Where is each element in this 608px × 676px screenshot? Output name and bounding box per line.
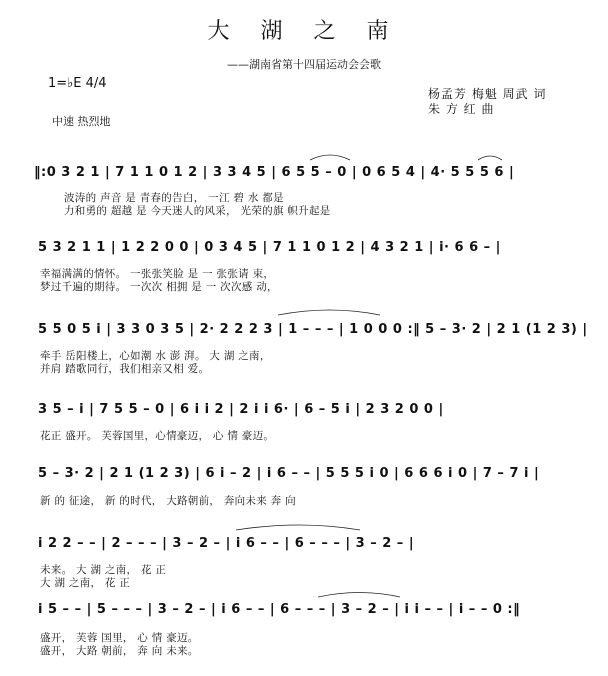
notation-line: 5 – 3· 2 | 2 1 (1 2 3) | 6 i – 2 | i 6 – – | 5 5 5 i 0 | 6 6 6 i 0 | 7 – 7 i | [38,466,540,481]
lyric-line: 大 湖 之南， 花 正 [40,577,131,589]
slur-mark [236,525,360,530]
slur-mark [478,156,502,160]
lyric-line: 花正 盛开。 芙蓉国里，心情豪迈， 心 情 豪迈。 [40,430,275,442]
song-subtitle: ——湖南省第十四届运动会会歌 [227,58,381,71]
composer-credit: 朱 方 红 曲 [428,102,495,116]
lyric-line: 波涛的 声音 是 青春的告白， 一江 碧 水 都是 [64,192,284,204]
key-signature: 1=♭E 4/4 [48,76,107,91]
notation-line: i 2 2 – – | 2 – – – | 3 – 2 – | i 6 – – | 6 – – – | 3 – 2 – | [38,536,415,551]
lyric-line: 盛开， 芙蓉 国里， 心 情 豪迈。 [40,632,199,644]
slur-mark [310,155,350,160]
lyric-line: 幸福满满的情怀。 一张张笑脸 是 一 张张请 束， [40,268,275,280]
notation-line: i 5 – – | 5 – – – | 3 – 2 – | i 6 – – | 6 – – – | 3 – 2 – | i i – – | i – – 0 :‖ [38,602,521,617]
lyricist-credit: 杨孟芳 梅魁 周武 词 [428,87,547,101]
lyric-line: 盛开， 大路 朝前， 奔 向 未来。 [40,645,199,657]
notation-line: 3 5 – i | 7 5 5 – 0 | 6 i i 2 | 2 i i 6· | 6 – 5 i | 2 3 2 0 0 | [38,402,444,417]
notation-line: 5 3 2 1 1 | 1 2 2 0 0 | 0 3 4 5 | 7 1 1 0 1 2 | 4 3 2 1 | i· 6 6 – | [38,240,501,255]
notation-line: ‖:0 3 2 1 | 7 1 1 0 1 2 | 3 3 4 5 | 6 5 5 – 0 | 0 6 5 4 | 4· 5 5 5 6 | [34,165,515,180]
lyric-line: 力和勇的 超越 是 今天迷人的风采， 光荣的旗 帜升起是 [64,205,331,217]
tempo-marking: 中速 热烈地 [52,115,111,128]
lyric-line: 并肩 踏歌同行，我们相亲又相 爱。 [40,363,210,375]
notation-line: 5 5 0 5 i | 3 3 0 3 5 | 2· 2 2 2 3 | 1 – – – | 1 0 0 0 :‖ 5 – 3· 2 | 2 1 (1 2 3) | [38,322,588,337]
lyric-line: 牵手 岳阳楼上，心如潮 水 澎 湃。 大 湖 之南， [40,350,271,362]
lyric-line: 未来。 大 湖 之南， 花 正 [40,564,167,576]
slur-mark [318,593,400,598]
lyric-line: 新 的 征途， 新 的时代， 大路朝前， 奔向未来 奔 向 [40,495,296,507]
lyric-line: 梦过千遍的期待。 一次次 相拥 是 一 次次感 动， [40,281,278,293]
song-title: 大 湖 之 南 [207,19,401,44]
slur-mark [278,310,380,315]
